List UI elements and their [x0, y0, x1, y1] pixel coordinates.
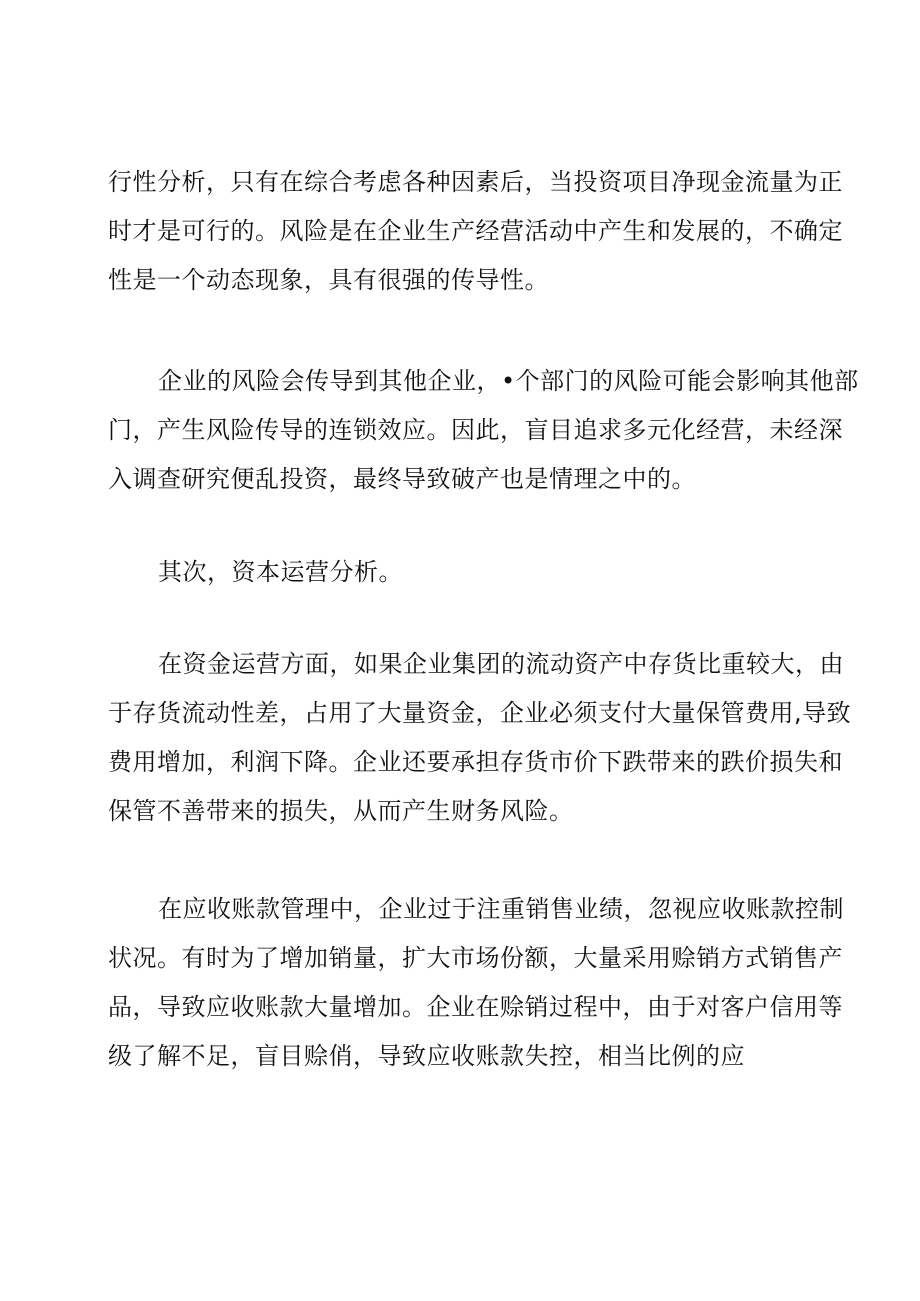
text-line: 品，导致应收账款大量增加。企业在赊销过程中，由于对客户信用等 [108, 993, 843, 1021]
paragraph-fund-operation [108, 640, 852, 836]
text-line: 门，产生风险传导的连锁效应。因此，盲目追求多元化经营，未经深 [108, 416, 843, 444]
paragraph-receivables-management [108, 885, 844, 1081]
paragraph-feasibility [108, 158, 843, 305]
text-line: 入调查研究便乱投资，最终导致破产也是情理之中的。 [108, 465, 696, 493]
text-line: 在资金运营方面，如果企业集团的流动资产中存货比重较大，由 [158, 650, 844, 678]
text-line: 状况。有时为了增加销量，扩大市场份额，大量采用赊销方式销售产 [108, 944, 843, 972]
text-line: 级了解不足，盲目赊俏，导致应收账款失控，相当比例的应 [108, 1042, 745, 1070]
text-line: 保管不善带来的损失，从而产生财务风险。 [108, 797, 574, 825]
paragraph-risk-transmission [108, 357, 859, 504]
text-line: 行性分析，只有在综合考虑各种因素后，当投资项目净现金流量为正 [108, 168, 843, 196]
text-line: 其次，资本运营分析。 [158, 558, 403, 586]
text-line: 于存货流动性差，占用了大量资金，企业必须支付大量保管费用,导致 [108, 699, 852, 727]
text-line: 企业的风险会传导到其他企业，•个部门的风险可能会影响其他部 [158, 367, 859, 395]
text-line: 时才是可行的。风险是在企业生产经营活动中产生和发展的，不确定 [108, 217, 843, 245]
text-line: 费用增加，利润下降。企业还要承担存货市价下跌带来的跌价损失和 [108, 748, 843, 776]
text-line: 在应收账款管理中，企业过于注重销售业绩，忽视应收账款控制 [158, 895, 844, 923]
paragraph-capital-operation-heading [108, 548, 808, 597]
text-line: 性是一个动态现象，具有很强的传导性。 [108, 266, 549, 294]
